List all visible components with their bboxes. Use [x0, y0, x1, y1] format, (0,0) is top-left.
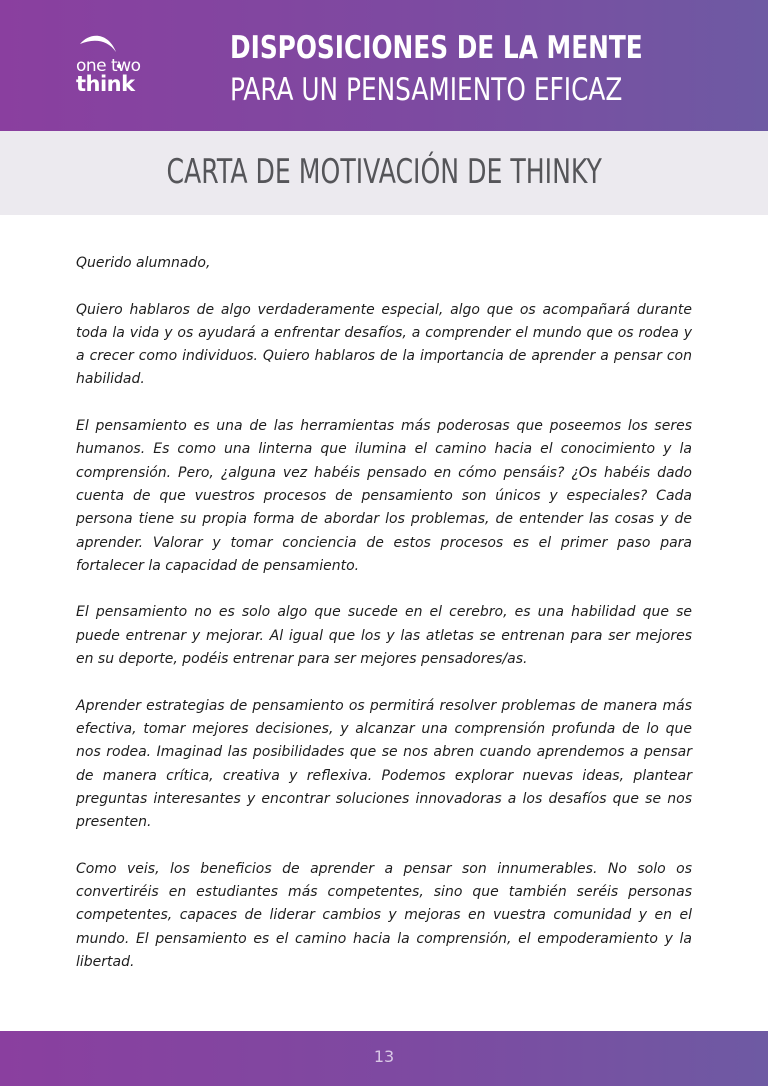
logo-wordmark-top: one two — [76, 56, 141, 76]
section-title — [0, 152, 768, 192]
letter-paragraph-3: El pensamiento no es solo algo que sucede en el cerebro, es una habilidad que se puede entrenar y mejorar. Al igual que los y las atletas se entrenan para ser mejores en su deporte, podéis entrenar para ser mejores pensadores/as. — [76, 604, 692, 668]
letter-greeting: Querido alumnado, — [76, 255, 211, 271]
letter-paragraph-5: Como veis, los beneficios de aprender a pensar son innumerables. No solo os convertiréis en estudiantes más competentes, sino que también seréis personas competentes, capaces de liderar cambios y mejoras en vuestra comunidad y en el mundo. El pensamiento es el camino hacia la comprensión, el empoderamiento y la libertad. — [76, 860, 692, 970]
letter-paragraph-4: Aprender estrategias de pensamiento os permitirá resolver problemas de manera más efectiva, tomar mejores decisiones, y alcanzar una comprensión profunda de lo que nos rodea. Imaginad las posibilidades que se nos abren cuando aprendemos a pensar de manera crítica, creativa y reflexiva. Podemos explorar nuevas ideas, plantear preguntas interesantes y encontrar soluciones innovadoras a los desafíos que se nos presenten. — [76, 697, 692, 831]
header-title-line1: DISPOSICIONES DE LA MENTE — [230, 30, 643, 66]
logo-wordmark-bottom: think — [76, 72, 135, 96]
page-footer — [0, 1031, 768, 1086]
section-title-text: CARTA DE MOTIVACIÓN DE THINKY — [166, 152, 602, 192]
brand-logo — [74, 30, 164, 96]
page-header — [0, 0, 768, 131]
section-banner — [0, 131, 768, 215]
page-number: 13 — [373, 1047, 395, 1066]
letter-body — [76, 252, 692, 998]
letter-paragraph-1: Quiero hablaros de algo verdaderamente especial, algo que os acompañará durante toda la vida y os ayudará a enfrentar desafíos, a comprender el mundo que os rodea y a crecer como individuos. Quiero hablaros de la importancia de aprender a pensar con habilidad. — [76, 301, 692, 388]
header-title-line2: PARA UN PENSAMIENTO EFICAZ — [230, 72, 623, 108]
letter-paragraph-2: El pensamiento es una de las herramientas más poderosas que poseemos los seres humanos. Es como una linterna que ilumina el camino hacia el conocimiento y la comprensión. Pero, ¿alguna vez habéis pensado en cómo pensáis? ¿Os habéis dado cuenta de que vuestros procesos de pensamiento son únicos y especiales? Cada persona tiene su propia forma de abordar los problemas, de entender las cosas y de aprender. Valorar y tomar conciencia de estos procesos es el primer paso para fortalecer la capacidad de pensamiento. — [76, 418, 692, 574]
